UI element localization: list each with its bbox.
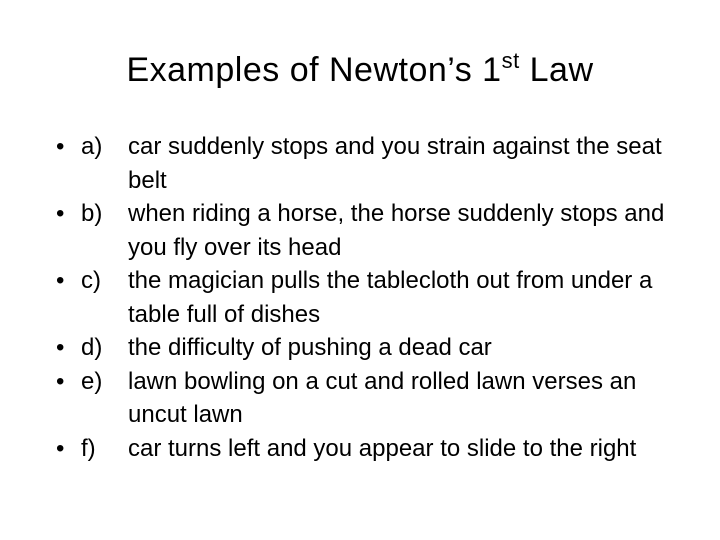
bullet: • — [56, 267, 65, 294]
bullet: • — [56, 334, 65, 361]
item-text: when riding a horse, the horse suddenly stops and you fly over its head — [128, 200, 665, 261]
item-text: lawn bowling on a cut and rolled lawn verses an uncut lawn — [128, 367, 637, 428]
list-item — [56, 197, 686, 264]
item-label: d) — [81, 334, 103, 361]
bullet: • — [56, 367, 65, 395]
bullet: • — [56, 200, 65, 227]
item-text: car turns left and you appear to slide to the right — [128, 434, 637, 462]
list-item — [56, 331, 686, 365]
item-label: e) — [81, 367, 103, 395]
slide-title — [0, 42, 720, 102]
bullet: • — [56, 133, 65, 160]
list-item — [56, 130, 686, 197]
item-text: the difficulty of pushing a dead car — [128, 334, 492, 361]
item-text: car suddenly stops and you strain against the seat belt — [128, 133, 662, 194]
item-label: b) — [81, 200, 103, 227]
examples-list — [56, 130, 686, 465]
item-label: f) — [81, 434, 96, 462]
bullet: • — [56, 434, 65, 462]
item-label: a) — [81, 133, 103, 160]
list-item — [56, 365, 686, 432]
item-text: the magician pulls the tablecloth out from under a table full of dishes — [128, 267, 653, 328]
list-item — [56, 264, 686, 331]
title-suffix: Law — [519, 51, 594, 89]
title-prefix: Examples of Newton’s 1 — [126, 51, 502, 89]
title-superscript: st — [501, 48, 520, 73]
list-item — [56, 432, 686, 466]
item-label: c) — [81, 267, 101, 294]
